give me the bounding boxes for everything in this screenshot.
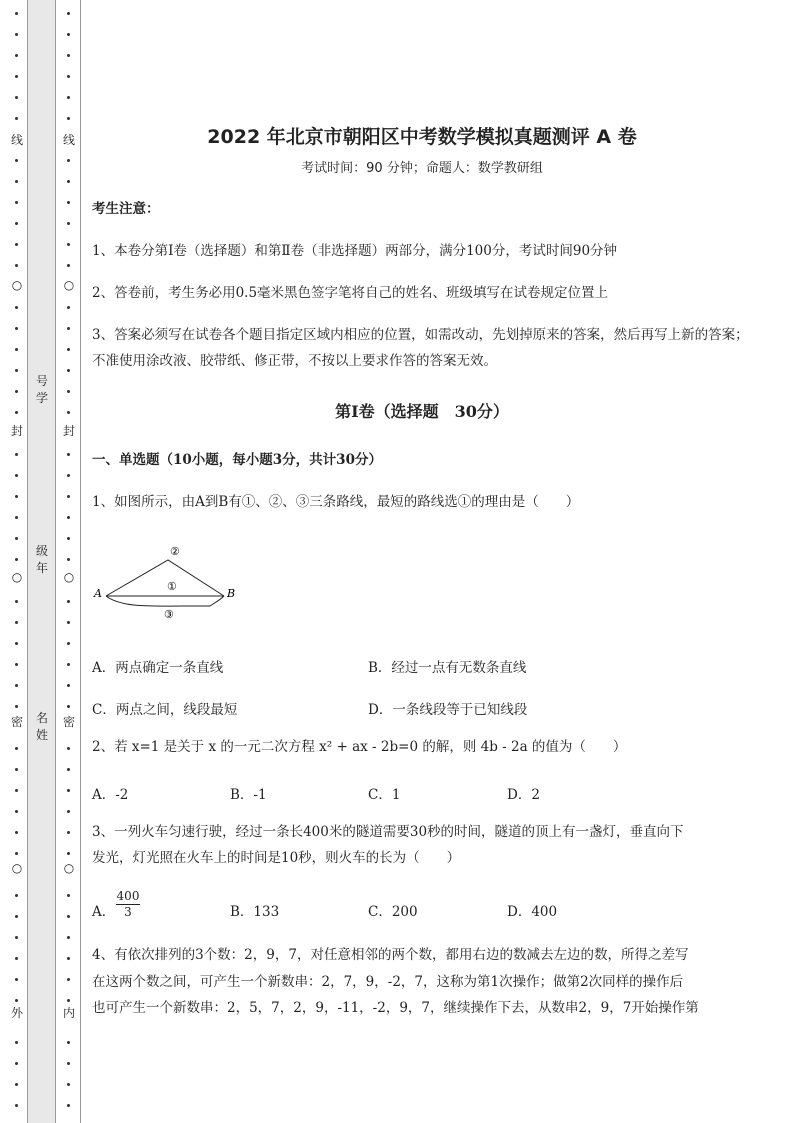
- binding-dot: [15, 621, 18, 624]
- grade-label: 级年: [35, 544, 48, 575]
- fraction-denominator: 3: [124, 905, 132, 919]
- binding-dot: [15, 684, 18, 687]
- binding-dot: [15, 159, 18, 162]
- binding-dot: [15, 1083, 18, 1086]
- binding-dot: [15, 747, 18, 750]
- binding-mark: 线: [60, 133, 78, 147]
- binding-dot: [15, 831, 18, 834]
- binding-dot: [67, 1083, 70, 1086]
- binding-dot: [15, 516, 18, 519]
- binding-dot: [67, 1062, 70, 1065]
- binding-dot: [67, 117, 70, 120]
- binding-dot: [67, 33, 70, 36]
- binding-dot: [15, 936, 18, 939]
- binding-dot: [67, 915, 70, 918]
- outer-dot-column: [8, 0, 26, 1123]
- binding-dot: [15, 453, 18, 456]
- binding-dot: [67, 495, 70, 498]
- binding-dot: [67, 390, 70, 393]
- binding-dot: [67, 54, 70, 57]
- binding-dot: [15, 369, 18, 372]
- binding-line: [80, 0, 81, 1123]
- notice-item-2: 2、答卷前，考生务必用0.5毫米黑色签字笔将自己的姓名、班级填写在试卷规定位置上: [92, 285, 609, 301]
- binding-dot: [67, 684, 70, 687]
- binding-mark: 密: [60, 715, 78, 729]
- section-heading: 一、单选题（10小题，每小题3分，共计30分）: [92, 452, 382, 468]
- binding-dot: [15, 999, 18, 1002]
- binding-mark: 封: [60, 424, 78, 438]
- binding-dot: [67, 1104, 70, 1107]
- binding-dot: [67, 705, 70, 708]
- q1-option-d[interactable]: D．一条线段等于已知线段: [368, 702, 528, 718]
- binding-dot: [15, 537, 18, 540]
- binding-dot: [67, 642, 70, 645]
- name-label: 名姓: [35, 711, 48, 742]
- binding-dot: [15, 96, 18, 99]
- q3-option-a-fraction: [116, 889, 140, 920]
- route-diagram: [92, 540, 252, 625]
- binding-dot: [67, 999, 70, 1002]
- question-4-line-3: 也可产生一个新数串：2，5，7，2，9，-11，-2，9，7，继续操作下去，从数串2，9，7开始操作第: [92, 1000, 699, 1016]
- q1-option-b[interactable]: B．经过一点有无数条直线: [368, 660, 527, 676]
- q2-option-a[interactable]: A．-2: [92, 787, 129, 803]
- q3-option-a[interactable]: [92, 900, 115, 920]
- binding-dot: [15, 264, 18, 267]
- q3-option-a-prefix: A．: [92, 904, 116, 920]
- binding-dot: [15, 705, 18, 708]
- binding-dot: [15, 663, 18, 666]
- binding-mark: 外: [8, 1006, 26, 1020]
- binding-dot: [67, 453, 70, 456]
- binding-dot: [15, 558, 18, 561]
- binding-dot: [15, 495, 18, 498]
- question-2-stem: 2、若 x=1 是关于 x 的一元二次方程 x² + ax - 2b=0 的解，则 4b - 2a 的值为（ ）: [92, 739, 627, 755]
- binding-dot: [15, 411, 18, 414]
- binding-dot: [15, 642, 18, 645]
- question-4-line-1: 4、有依次排列的3个数：2，9，7，对任意相邻的两个数，都用右边的数减去左边的数，所得之差写: [92, 947, 689, 963]
- q3-option-c[interactable]: C．200: [368, 904, 418, 920]
- binding-dot: [67, 768, 70, 771]
- binding-dot: [15, 33, 18, 36]
- label-1: ①: [167, 580, 177, 593]
- binding-dot: [15, 117, 18, 120]
- binding-dot: [15, 390, 18, 393]
- binding-dot: [15, 54, 18, 57]
- student-number-label: 号学: [35, 374, 48, 405]
- binding-mark: ○: [8, 570, 26, 584]
- binding-dot: [67, 516, 70, 519]
- binding-dot: [67, 663, 70, 666]
- label-a: A: [94, 587, 102, 600]
- binding-dot: [67, 936, 70, 939]
- q3-option-b[interactable]: B．133: [230, 904, 280, 920]
- binding-dot: [67, 894, 70, 897]
- binding-dot: [67, 75, 70, 78]
- binding-dot: [67, 558, 70, 561]
- binding-dot: [67, 243, 70, 246]
- binding-dot: [67, 327, 70, 330]
- binding-mark: ○: [60, 278, 78, 292]
- binding-dot: [15, 852, 18, 855]
- route-2: [106, 560, 224, 596]
- binding-dot: [67, 264, 70, 267]
- binding-dot: [67, 747, 70, 750]
- q1-option-a[interactable]: A．两点确定一条直线: [92, 660, 224, 676]
- binding-dot: [67, 348, 70, 351]
- binding-dot: [67, 306, 70, 309]
- binding-dot: [15, 768, 18, 771]
- label-2: ②: [170, 545, 180, 558]
- binding-dot: [15, 201, 18, 204]
- question-3-line-1: 3、一列火车匀速行驶，经过一条长400米的隧道需要30秒的时间，隧道的顶上有一盏灯，垂直向下: [92, 824, 684, 840]
- binding-mark: 密: [8, 715, 26, 729]
- binding-dot: [67, 222, 70, 225]
- binding-dot: [67, 369, 70, 372]
- binding-dot: [67, 810, 70, 813]
- question-3-line-2: 发光，灯光照在火车上的时间是10秒，则火车的长为（ ）: [92, 850, 461, 866]
- binding-dot: [15, 1062, 18, 1065]
- binding-dot: [15, 789, 18, 792]
- binding-dot: [15, 348, 18, 351]
- notice-item-1: 1、本卷分第Ⅰ卷（选择题）和第Ⅱ卷（非选择题）两部分，满分100分，考试时间90分钟: [92, 243, 618, 259]
- notice-item-3: 3、答案必须写在试卷各个题目指定区域内相应的位置，如需改动，先划掉原来的答案，然后再写上新的答案；不准使用涂改液、胶带纸、修正带，不按以上要求作答的答案无效。: [92, 327, 749, 369]
- q3-option-d[interactable]: D．400: [507, 904, 558, 920]
- binding-mark: ○: [8, 278, 26, 292]
- binding-dot: [67, 957, 70, 960]
- page-title: 2022 年北京市朝阳区中考数学模拟真题测评 A 卷: [207, 126, 637, 148]
- binding-dot: [67, 180, 70, 183]
- binding-dot: [67, 411, 70, 414]
- inner-dot-column: [60, 0, 78, 1123]
- binding-dot: [15, 75, 18, 78]
- binding-dot: [67, 159, 70, 162]
- binding-dot: [15, 1104, 18, 1107]
- binding-mark: ○: [8, 861, 26, 875]
- binding-mark: 封: [8, 424, 26, 438]
- question-4-line-2: 在这两个数之间，可产生一个新数串：2，7，9，-2，7，这称为第1次操作；做第2次同样的操作后: [92, 974, 684, 990]
- section-title: 第Ⅰ卷（选择题 30分）: [335, 402, 509, 421]
- binding-dot: [67, 978, 70, 981]
- binding-mark: 线: [8, 133, 26, 147]
- binding-dot: [15, 1041, 18, 1044]
- binding-mark: 内: [60, 1006, 78, 1020]
- binding-dot: [67, 96, 70, 99]
- q2-option-c[interactable]: C．1: [368, 787, 401, 803]
- binding-dot: [15, 306, 18, 309]
- binding-dot: [67, 1041, 70, 1044]
- question-1-stem: 1、如图所示，由A到B有①、②、③三条路线，最短的路线选①的理由是（ ）: [92, 494, 580, 510]
- binding-strip: [27, 0, 56, 1123]
- binding-mark: ○: [60, 861, 78, 875]
- route-3: [106, 596, 224, 606]
- binding-dot: [15, 600, 18, 603]
- binding-dot: [67, 600, 70, 603]
- binding-dot: [67, 12, 70, 15]
- binding-dot: [15, 180, 18, 183]
- q2-option-b[interactable]: B．-1: [230, 787, 267, 803]
- binding-dot: [15, 915, 18, 918]
- binding-dot: [15, 12, 18, 15]
- label-b: B: [227, 587, 236, 600]
- binding-dot: [67, 621, 70, 624]
- q1-option-c[interactable]: C．两点之间，线段最短: [92, 702, 238, 718]
- binding-dot: [15, 810, 18, 813]
- exam-info: 考试时间：90 分钟；命题人：数学教研组: [301, 161, 543, 176]
- binding-dot: [67, 789, 70, 792]
- binding-dot: [67, 201, 70, 204]
- binding-dot: [67, 474, 70, 477]
- binding-dot: [15, 327, 18, 330]
- q2-option-d[interactable]: D．2: [507, 787, 540, 803]
- binding-dot: [15, 957, 18, 960]
- binding-dot: [15, 978, 18, 981]
- notice-heading: 考生注意：: [92, 201, 160, 217]
- binding-dot: [67, 537, 70, 540]
- binding-dot: [67, 831, 70, 834]
- binding-dot: [15, 474, 18, 477]
- label-3: ③: [164, 608, 174, 621]
- binding-mark: ○: [60, 570, 78, 584]
- binding-dot: [15, 894, 18, 897]
- binding-dot: [15, 243, 18, 246]
- fraction-numerator: 400: [116, 889, 140, 903]
- binding-dot: [67, 852, 70, 855]
- binding-dot: [15, 222, 18, 225]
